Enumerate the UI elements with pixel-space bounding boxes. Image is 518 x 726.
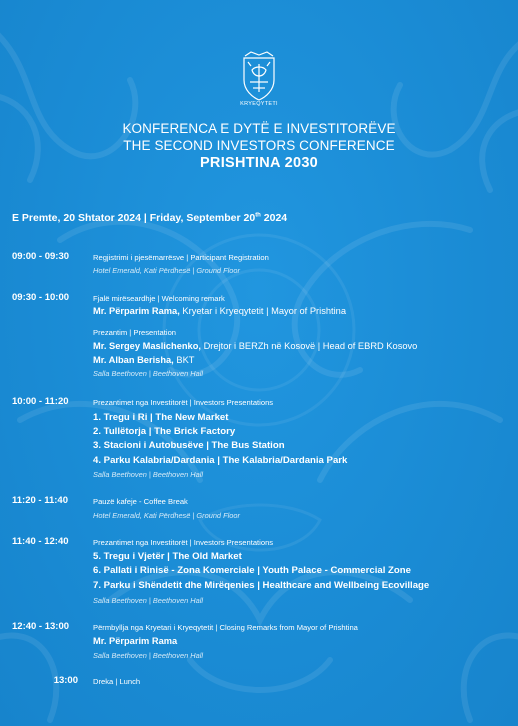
time-slot: 09:00 - 09:30 xyxy=(12,251,70,262)
session-label: Prezantimet nga Investitorët | Investors Presentations xyxy=(93,538,274,547)
presentation-item: 6. Pallati i Rinisë - Zona Komerciale | Youth Palace - Commercial Zone xyxy=(93,565,411,576)
time-slot: 13:00 xyxy=(53,675,78,686)
event-date: E Premte, 20 Shtator 2024 | Friday, September 20th 2024 xyxy=(12,212,288,224)
presentation-item: 7. Parku i Shëndetit dhe Mirëqenies | Healthcare and Wellbeing Ecovillage xyxy=(93,580,430,591)
speaker: Mr. Sergey Maslichenko, Drejtor i BERZh në Kosovë | Head of EBRD Kosovo xyxy=(93,341,418,351)
session-location: Salla Beethoven | Beethoven Hall xyxy=(93,369,203,378)
presentation-item: 3. Stacioni i Autobusëve | The Bus Station xyxy=(93,440,285,451)
session-label: Regjistrimi i pjesëmarrësve | Participant Registration xyxy=(93,253,269,262)
session-location: Salla Beethoven | Beethoven Hall xyxy=(93,470,203,479)
time-slot: 12:40 - 13:00 xyxy=(12,621,70,632)
title-albanian: KONFERENCA E DYTË E INVESTITORËVE xyxy=(122,121,396,136)
session-location: Salla Beethoven | Beethoven Hall xyxy=(93,651,203,660)
session-location: Hotel Emerald, Kati Përdhesë | Ground Floor xyxy=(93,266,240,275)
session-label: Prezantimet nga Investitorët | Investors Presentations xyxy=(93,398,274,407)
title-english: THE SECOND INVESTORS CONFERENCE xyxy=(123,138,395,153)
speaker: Mr. Alban Berisha, BKT xyxy=(93,355,195,365)
session-location: Salla Beethoven | Beethoven Hall xyxy=(93,596,203,605)
speaker: Mr. Përparim Rama xyxy=(93,636,178,646)
time-slot: 09:30 - 10:00 xyxy=(12,292,70,303)
presentation-item: 2. Tullëtorja | The Brick Factory xyxy=(93,426,236,437)
session-label: Përmbyllja nga Kryetari i Kryeqytetit | Closing Remarks from Mayor of Prishtina xyxy=(93,623,358,632)
presentation-item: 5. Tregu i Vjetër | The Old Market xyxy=(93,551,242,562)
time-slot: 11:40 - 12:40 xyxy=(12,536,69,547)
time-slot: 11:20 - 11:40 xyxy=(12,495,68,506)
session-label: Prezantim | Presentation xyxy=(93,328,177,337)
session-location: Hotel Emerald, Kati Përdhesë | Ground Floor xyxy=(93,511,240,520)
speaker: Mr. Përparim Rama, Kryetar i Kryeqytetit | Mayor of Prishtina xyxy=(93,306,347,316)
session-label: Fjalë mirëseardhje | Welcoming remark xyxy=(93,294,225,303)
city-emblem-icon xyxy=(236,48,282,108)
time-slot: 10:00 - 11:20 xyxy=(12,396,69,407)
presentation-item: 1. Tregu i Ri | The New Market xyxy=(93,412,229,423)
emblem-wordmark: KRYEQYTETI xyxy=(240,101,278,107)
session-label: Pauzë kafeje - Coffee Break xyxy=(93,497,188,506)
presentation-item: 4. Parku Kalabria/Dardania | The Kalabria/Dardania Park xyxy=(93,455,348,466)
session-label: Dreka | Lunch xyxy=(93,677,141,686)
title-main: PRISHTINA 2030 xyxy=(199,155,319,171)
